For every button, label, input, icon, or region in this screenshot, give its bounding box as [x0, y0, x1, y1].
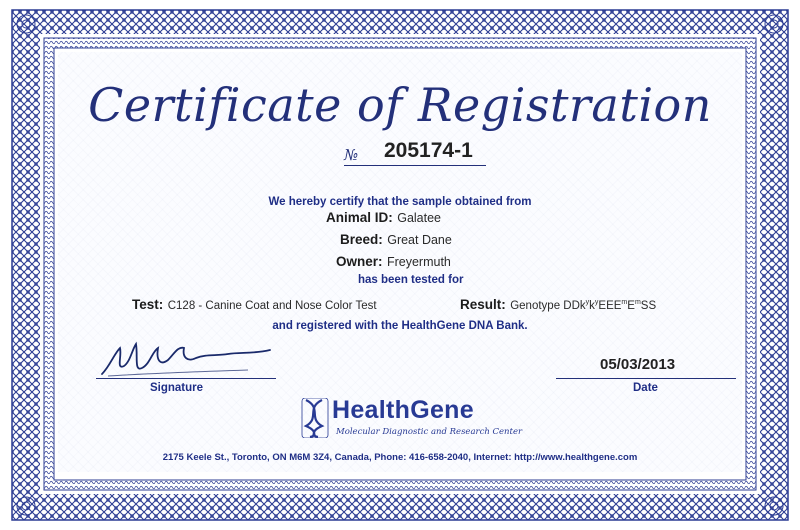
intro-text: We hereby certify that the sample obtained from — [268, 196, 532, 208]
result-value: Genotype $DDk^yk^yEEE^mE^mSS$ — [510, 299, 657, 312]
test-label: Test: — [132, 297, 164, 312]
signature-image — [98, 336, 278, 382]
logo-name: HealthGene — [332, 396, 474, 424]
owner-label: Owner: — [336, 254, 383, 269]
date-line — [556, 378, 736, 379]
dna-logo-icon — [300, 398, 330, 438]
animal-id-label: Animal ID: — [326, 210, 393, 225]
number-underline — [344, 165, 486, 166]
test-value: C128 - Canine Coat and Nose Color Test — [167, 300, 377, 312]
test-row — [132, 296, 377, 314]
registered-text: and registered with the HealthGene DNA Bank. — [272, 320, 528, 332]
date-value: 05/03/2013 — [600, 356, 676, 373]
healthgene-logo — [300, 396, 540, 446]
breed-row — [340, 231, 452, 249]
result-row — [460, 296, 656, 314]
animal-id-row — [326, 209, 441, 227]
owner-value: Freyermuth — [386, 255, 451, 269]
footer-address: 2175 Keele St., Toronto, ON M6M 3Z4, Canada, Phone: 416-658-2040, Internet: http://www.healthgene.com — [162, 452, 638, 463]
signature-label: Signature — [150, 382, 204, 394]
date-label: Date — [633, 382, 658, 394]
certificate-title: Certificate of Registration — [88, 78, 712, 132]
number-label: № — [344, 146, 359, 164]
tested-text: has been tested for — [358, 274, 464, 286]
logo-subtitle: Molecular Diagnostic and Research Center — [336, 427, 523, 437]
breed-label: Breed: — [340, 232, 383, 247]
result-label: Result: — [460, 297, 506, 312]
certificate-number: 205174-1 — [384, 139, 473, 162]
signature-line — [96, 378, 276, 379]
owner-row — [336, 253, 451, 271]
breed-value: Great Dane — [387, 233, 452, 247]
animal-id-value: Galatee — [397, 211, 441, 225]
